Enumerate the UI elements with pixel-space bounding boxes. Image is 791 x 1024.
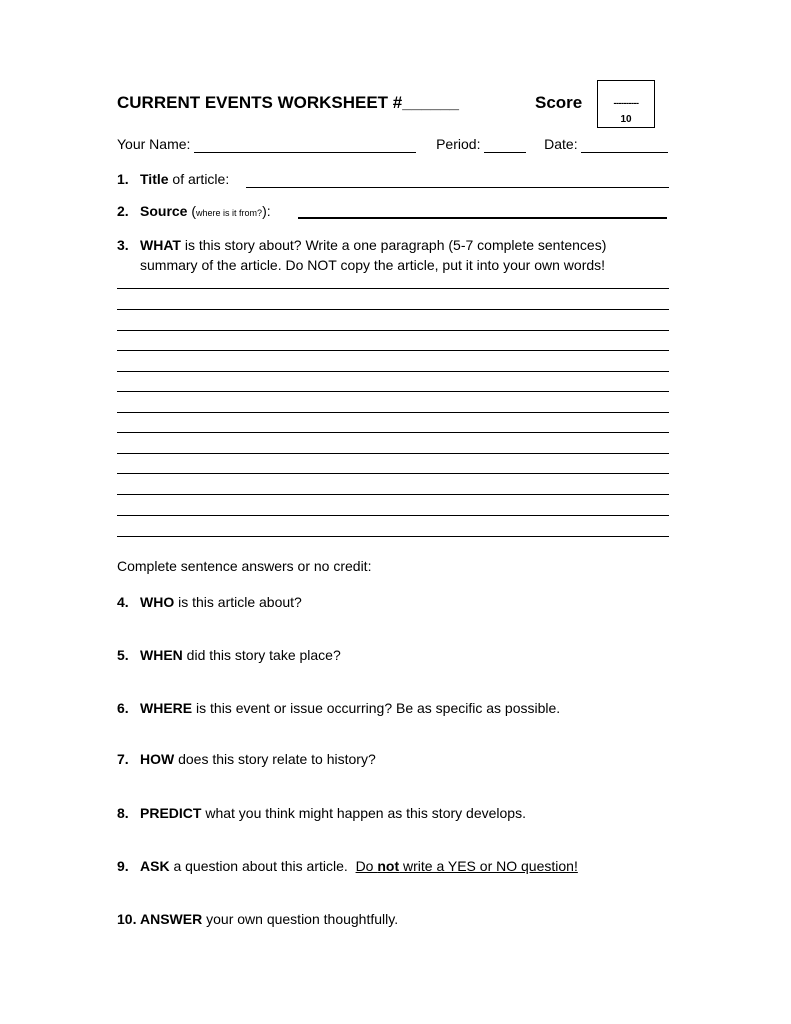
question-number: 6. <box>117 700 129 716</box>
summary-line[interactable] <box>117 412 669 413</box>
summary-line[interactable] <box>117 536 669 537</box>
source-answer-line[interactable] <box>298 217 667 219</box>
summary-line[interactable] <box>117 309 669 310</box>
summary-line[interactable] <box>117 371 669 372</box>
question-keyword: WHEN <box>140 647 183 663</box>
question-9-warning <box>356 858 578 874</box>
question-keyword: ANSWER <box>140 911 203 927</box>
question-keyword: PREDICT <box>140 805 202 821</box>
question-text: your own question thoughtfully. <box>202 911 399 927</box>
question-keyword: Title <box>140 171 169 187</box>
summary-line[interactable] <box>117 330 669 331</box>
question-8 <box>117 805 526 821</box>
question-1 <box>117 171 229 187</box>
warning-post: write a YES or NO question! <box>399 858 578 874</box>
summary-line[interactable] <box>117 288 669 289</box>
question-number: 10. <box>117 911 137 927</box>
score-label: Score <box>535 93 583 112</box>
question-keyword: WHO <box>140 594 175 610</box>
question-3-continued: summary of the article. Do NOT copy the article, put it into your own words! <box>140 257 606 273</box>
paren-close: ): <box>262 203 271 219</box>
question-text: a question about this article. <box>169 858 356 874</box>
question-9 <box>117 858 578 874</box>
question-number: 1. <box>117 171 129 187</box>
date-field[interactable] <box>581 136 668 153</box>
summary-line[interactable] <box>117 515 669 516</box>
summary-line[interactable] <box>117 432 669 433</box>
question-5 <box>117 647 341 663</box>
question-keyword: HOW <box>140 751 175 767</box>
summary-line[interactable] <box>117 473 669 474</box>
question-number: 4. <box>117 594 129 610</box>
name-label: Your Name: <box>117 136 191 152</box>
question-number: 9. <box>117 858 129 874</box>
period-field[interactable] <box>484 136 526 153</box>
question-6 <box>117 700 560 716</box>
question-text: is this story about? Write a one paragraph (5-7 complete sentences) <box>180 237 607 253</box>
instruction-text: Complete sentence answers or no credit: <box>117 558 372 574</box>
question-3 <box>117 237 606 253</box>
question-number: 2. <box>117 203 129 219</box>
paren-open: ( <box>187 203 197 219</box>
question-keyword: Source <box>140 203 188 219</box>
warning-pre: Do <box>355 858 378 874</box>
period-label: Period: <box>436 136 481 152</box>
question-7 <box>117 751 376 767</box>
question-text: what you think might happen as this story develops. <box>201 805 526 821</box>
score-dashes: ---------- <box>613 98 639 108</box>
question-keyword: WHERE <box>140 700 193 716</box>
question-number: 5. <box>117 647 129 663</box>
question-number: 8. <box>117 805 129 821</box>
question-keyword: WHAT <box>140 237 181 253</box>
question-text: is this event or issue occurring? Be as specific as possible. <box>192 700 561 716</box>
summary-line[interactable] <box>117 453 669 454</box>
score-box <box>597 80 655 128</box>
info-line <box>117 136 668 153</box>
warning-emphasis: not <box>377 858 400 874</box>
question-number: 3. <box>117 237 129 253</box>
date-label: Date: <box>544 136 578 152</box>
question-hint: where is it from? <box>196 208 263 218</box>
summary-line[interactable] <box>117 494 669 495</box>
title-answer-line[interactable] <box>246 187 669 188</box>
summary-line[interactable] <box>117 350 669 351</box>
question-2 <box>117 203 271 219</box>
worksheet-title: CURRENT EVENTS WORKSHEET #______ <box>117 93 459 112</box>
score-total: 10 <box>620 114 632 125</box>
question-number: 7. <box>117 751 129 767</box>
question-10 <box>117 911 398 927</box>
question-4 <box>117 594 302 610</box>
question-text: does this story relate to history? <box>174 751 376 767</box>
question-text: of article: <box>168 171 230 187</box>
question-text: did this story take place? <box>182 647 341 663</box>
question-text: is this article about? <box>174 594 302 610</box>
name-field[interactable] <box>194 136 416 153</box>
question-keyword: ASK <box>140 858 170 874</box>
summary-line[interactable] <box>117 391 669 392</box>
